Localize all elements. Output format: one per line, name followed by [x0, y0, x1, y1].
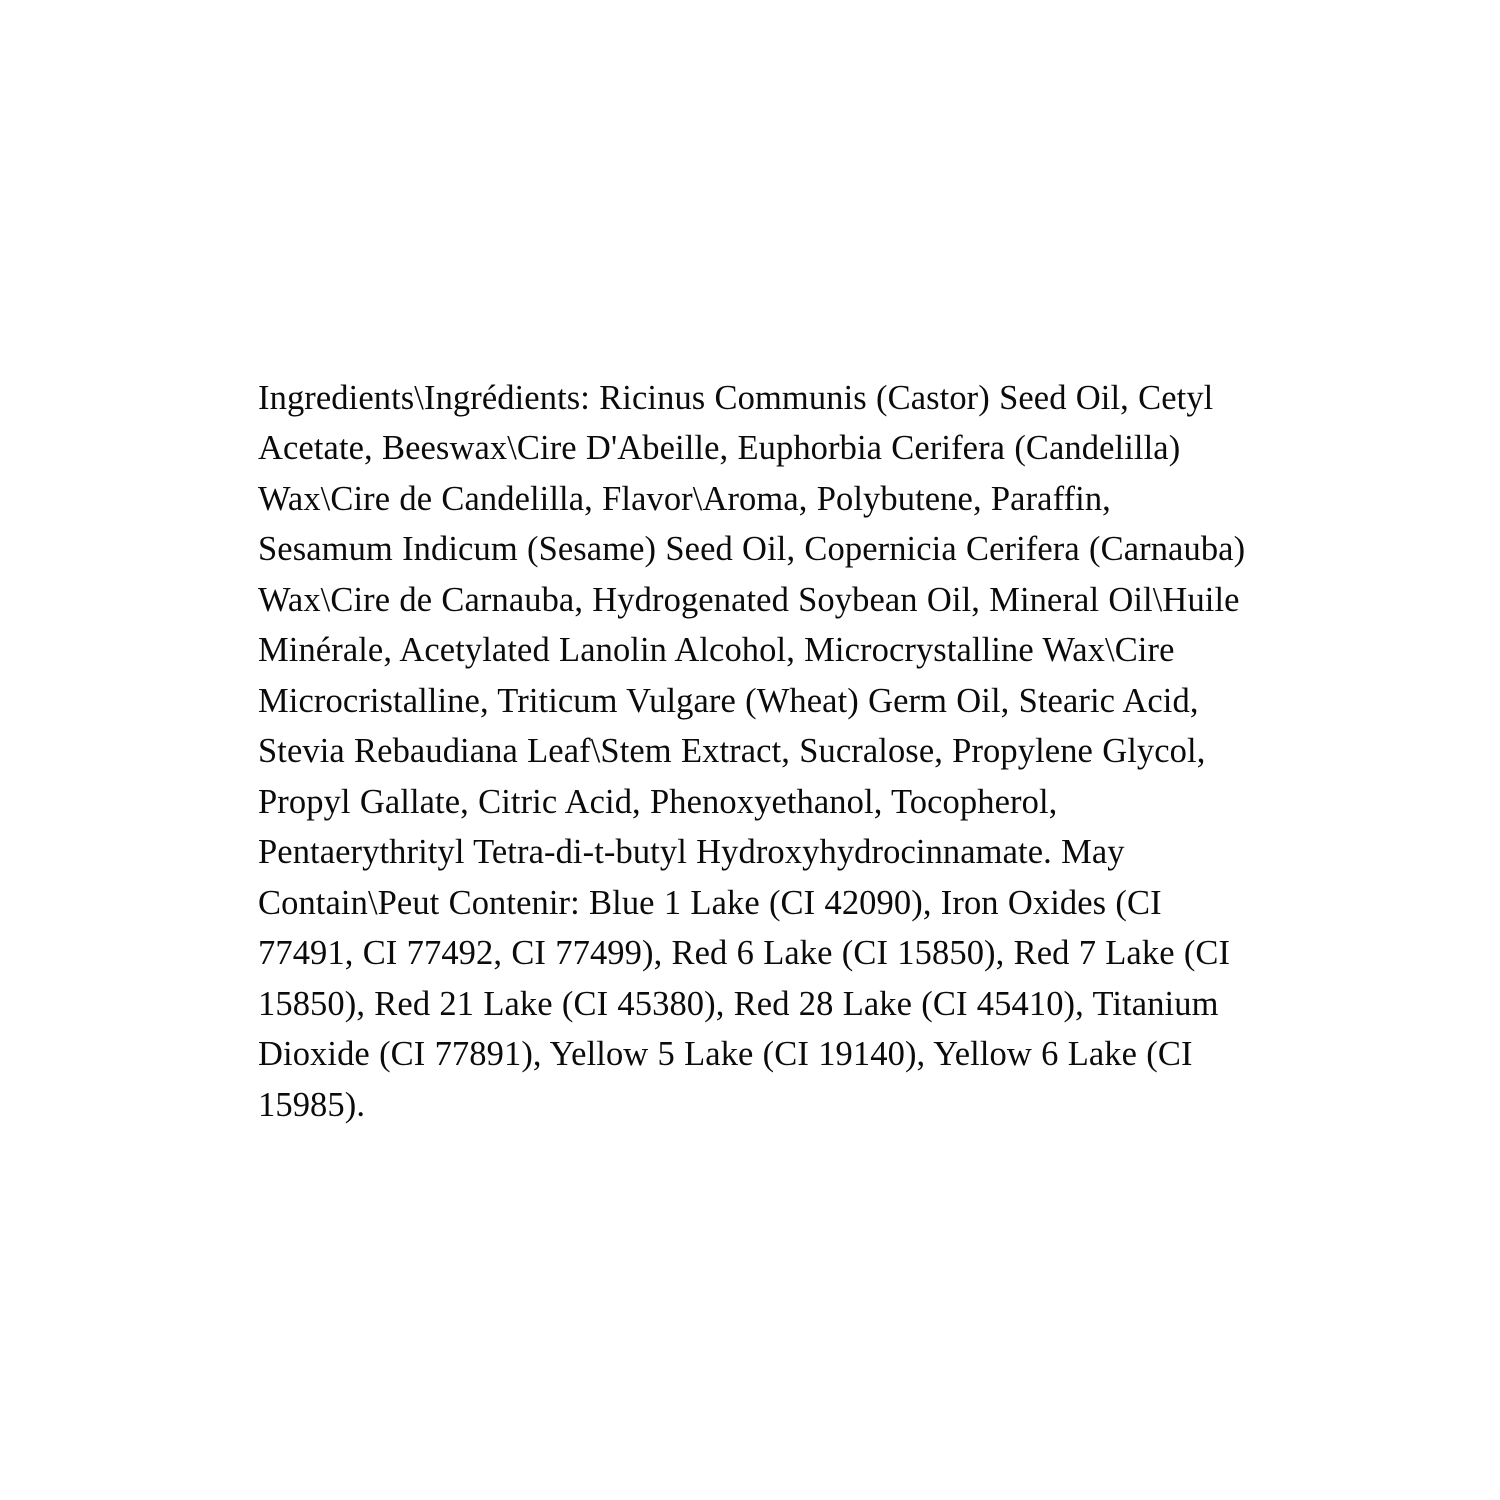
ingredients-paragraph: Ingredients\Ingrédients: Ricinus Communis (Castor) Seed Oil, Cetyl Acetate, Beeswax\Cire D'Abeille, Euphorbia Cerifera (Candelilla) Wax\Cire de Candelilla, Flavor\Aroma, Polybutene, Paraffin, Sesamum Indicum (Sesame) Seed Oil, Copernicia Cerifera (Carnauba) Wax\Cire de Carnauba, Hydrogenated Soybean Oil, Mineral Oil\Huile Minérale, Acetylated Lanolin Alcohol, Microcrystalline Wax\Cire Microcristalline, Triticum Vulgare (Wheat) Germ Oil, Stearic Acid, Stevia Rebaudiana Leaf\Stem Extract, Sucralose, Propylene Glycol, Propyl Gallate, Citric Acid, Phenoxyethanol, Tocopherol, Pentaerythrityl Tetra-di-t-butyl Hydroxyhydrocinnamate. May Contain\Peut Contenir: Blue 1 Lake (CI 42090), Iron Oxides (CI 77491, CI 77492, CI 77499), Red 6 Lake (CI 15850), Red 7 Lake (CI 15850), Red 21 Lake (CI 45380), Red 28 Lake (CI 45410), Titanium Dioxide (CI 77891), Yellow 5 Lake (CI 19140), Yellow 6 Lake (CI 15985). [258, 378, 1254, 1124]
ingredients-block [258, 338, 1254, 1165]
